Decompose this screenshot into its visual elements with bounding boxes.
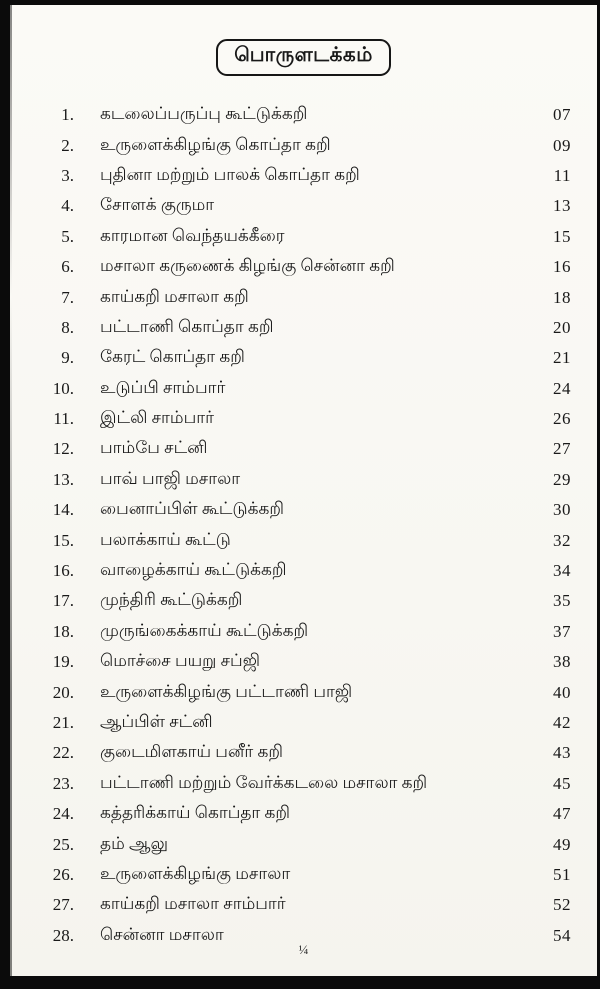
toc-entry-title: இட்லி சாம்பார் xyxy=(100,408,215,428)
toc-entry-title: காரமான வெந்தயக்கீரை xyxy=(100,225,285,245)
toc-entry xyxy=(36,617,571,647)
toc-entry-page: 34 xyxy=(553,561,571,581)
toc-entry xyxy=(36,799,571,829)
toc-entry xyxy=(36,647,571,677)
toc-entry-page: 29 xyxy=(553,469,571,489)
toc-entry xyxy=(36,708,571,738)
toc-entry-page: 18 xyxy=(553,287,571,307)
toc-entry xyxy=(36,252,571,282)
toc-entry-title: கடலைப்பருப்பு கூட்டுக்கறி xyxy=(100,104,308,124)
toc-entry-number: 17. xyxy=(52,591,74,611)
toc-entry xyxy=(36,313,571,343)
toc-entry-title: கேரட் கொப்தா கறி xyxy=(100,347,245,367)
toc-entry xyxy=(36,404,571,434)
toc-entry xyxy=(36,343,571,373)
toc-entry-title: உருளைக்கிழங்கு மசாலா xyxy=(100,863,291,883)
toc-entry-title: உருளைக்கிழங்கு பட்டாணி பாஜி xyxy=(100,681,353,701)
toc-entry xyxy=(36,738,571,768)
toc-entry-page: 11 xyxy=(553,165,571,185)
toc-entry-page: 42 xyxy=(553,713,571,732)
toc-entry-page: 20 xyxy=(553,317,571,337)
footer-mark: ¼ xyxy=(298,942,309,957)
toc-entry-number: 22. xyxy=(52,743,74,763)
toc-entry xyxy=(36,374,571,404)
toc-entry-page: 13 xyxy=(553,196,571,216)
page-content xyxy=(10,5,597,976)
toc-entry-title: பைனாப்பிள் கூட்டுக்கறி xyxy=(100,499,284,519)
toc-entry-page: 45 xyxy=(553,773,571,793)
toc-entry-title: பட்டாணி மற்றும் வேர்க்கடலை மசாலா கறி xyxy=(100,772,428,792)
toc-entry-title: உருளைக்கிழங்கு கொப்தா கறி xyxy=(100,134,331,154)
toc-entry xyxy=(36,282,571,312)
toc-entry-page: 32 xyxy=(553,530,571,550)
toc-list xyxy=(10,100,597,951)
toc-entry-title: சென்னா மசாலா xyxy=(100,924,224,944)
toc-entry xyxy=(36,191,571,221)
toc-entry xyxy=(36,161,571,191)
toc-entry xyxy=(36,525,571,555)
toc-entry-page: 49 xyxy=(553,834,571,854)
toc-entry-number: 23. xyxy=(52,773,74,793)
toc-entry-number: 26. xyxy=(52,864,74,884)
toc-entry-title: பாவ் பாஜி மசாலா xyxy=(100,468,241,488)
toc-entry-number: 8. xyxy=(61,317,74,337)
toc-entry-number: 1. xyxy=(61,105,74,125)
toc-entry-number: 15. xyxy=(52,530,74,550)
toc-entry-title: குடைமிளகாய் பனீர் கறி xyxy=(100,742,284,762)
toc-entry-page: 26 xyxy=(553,409,571,429)
toc-entry xyxy=(36,769,571,799)
toc-entry xyxy=(36,890,571,920)
toc-entry-number: 3. xyxy=(61,165,74,185)
toc-entry xyxy=(36,677,571,707)
toc-entry-title: மொச்சை பயறு சப்ஜி xyxy=(100,651,260,671)
toc-entry-page: 51 xyxy=(553,864,571,884)
toc-entry-number: 9. xyxy=(61,348,74,368)
toc-entry-title: உடுப்பி சாம்பார் xyxy=(100,377,226,397)
toc-entry-number: 5. xyxy=(61,226,74,246)
toc-entry xyxy=(36,434,571,464)
toc-entry xyxy=(36,222,571,252)
toc-entry-title: வாழைக்காய் கூட்டுக்கறி xyxy=(100,560,287,580)
toc-entry-page: 47 xyxy=(553,804,571,824)
toc-entry-title: பலாக்காய் கூட்டு xyxy=(100,529,231,549)
toc-entry xyxy=(36,829,571,859)
toc-entry-page: 27 xyxy=(553,439,571,459)
toc-entry-number: 24. xyxy=(52,804,74,824)
toc-entry-title: காய்கறி மசாலா சாம்பார் xyxy=(100,894,286,914)
toc-entry-title: முந்திரி கூட்டுக்கறி xyxy=(100,590,243,610)
toc-entry-number: 6. xyxy=(61,257,74,277)
toc-entry-page: 16 xyxy=(553,257,571,277)
toc-entry-page: 09 xyxy=(553,135,571,155)
toc-entry-page: 43 xyxy=(553,743,571,763)
toc-entry-number: 11. xyxy=(53,409,74,429)
toc-entry xyxy=(36,465,571,495)
toc-entry-page: 54 xyxy=(553,925,571,945)
toc-entry-title: பாம்பே சட்னி xyxy=(100,438,208,458)
toc-entry-title: புதினா மற்றும் பாலக் கொப்தா கறி xyxy=(100,164,360,184)
page-title xyxy=(216,39,391,76)
toc-entry xyxy=(36,556,571,586)
toc-entry-page: 24 xyxy=(553,378,571,398)
toc-entry-page: 30 xyxy=(553,500,571,520)
toc-entry xyxy=(36,130,571,160)
toc-entry-number: 13. xyxy=(52,469,74,489)
toc-entry-title: காய்கறி மசாலா கறி xyxy=(100,286,249,306)
toc-entry-page: 37 xyxy=(553,621,571,641)
toc-entry-title: தம் ஆலு xyxy=(100,833,169,853)
toc-entry-page: 21 xyxy=(553,348,571,368)
toc-entry-number: 20. xyxy=(52,682,74,702)
toc-entry-number: 27. xyxy=(52,895,74,915)
toc-entry-page: 15 xyxy=(553,226,571,246)
scan-border-left xyxy=(0,0,10,989)
toc-entry-number: 18. xyxy=(52,621,74,641)
toc-entry-page: 35 xyxy=(553,591,571,611)
toc-entry-title: கத்தரிக்காய் கொப்தா கறி xyxy=(100,803,291,823)
toc-entry-number: 2. xyxy=(61,135,74,155)
page-title-text: பொருளடக்கம் xyxy=(234,44,373,66)
toc-entry-number: 12. xyxy=(52,439,74,459)
toc-entry-title: சோளக் குருமா xyxy=(100,195,215,215)
toc-entry xyxy=(36,100,571,130)
toc-entry-number: 28. xyxy=(52,925,74,945)
toc-entry-number: 7. xyxy=(61,287,74,307)
toc-entry xyxy=(36,860,571,890)
toc-entry-page: 07 xyxy=(553,105,571,125)
toc-entry-title: முருங்கைக்காய் கூட்டுக்கறி xyxy=(100,620,309,640)
toc-entry-title: மசாலா கருணைக் கிழங்கு சென்னா கறி xyxy=(100,256,395,276)
toc-entry-number: 14. xyxy=(52,500,74,520)
toc-entry-page: 40 xyxy=(553,682,571,702)
toc-entry-page: 52 xyxy=(553,895,571,915)
toc-entry-number: 16. xyxy=(52,561,74,581)
toc-entry xyxy=(36,495,571,525)
toc-entry-number: 4. xyxy=(61,196,74,216)
toc-entry-number: 19. xyxy=(52,652,74,672)
toc-entry-title: ஆப்பிள் சட்னி xyxy=(100,712,213,731)
toc-entry-title: பட்டாணி கொப்தா கறி xyxy=(100,316,274,336)
toc-entry-number: 25. xyxy=(52,834,74,854)
toc-entry-number: 21. xyxy=(52,713,74,732)
toc-entry-number: 10. xyxy=(52,378,74,398)
scan-border-bottom xyxy=(0,976,600,989)
toc-entry-page: 38 xyxy=(553,652,571,672)
toc-entry xyxy=(36,586,571,616)
